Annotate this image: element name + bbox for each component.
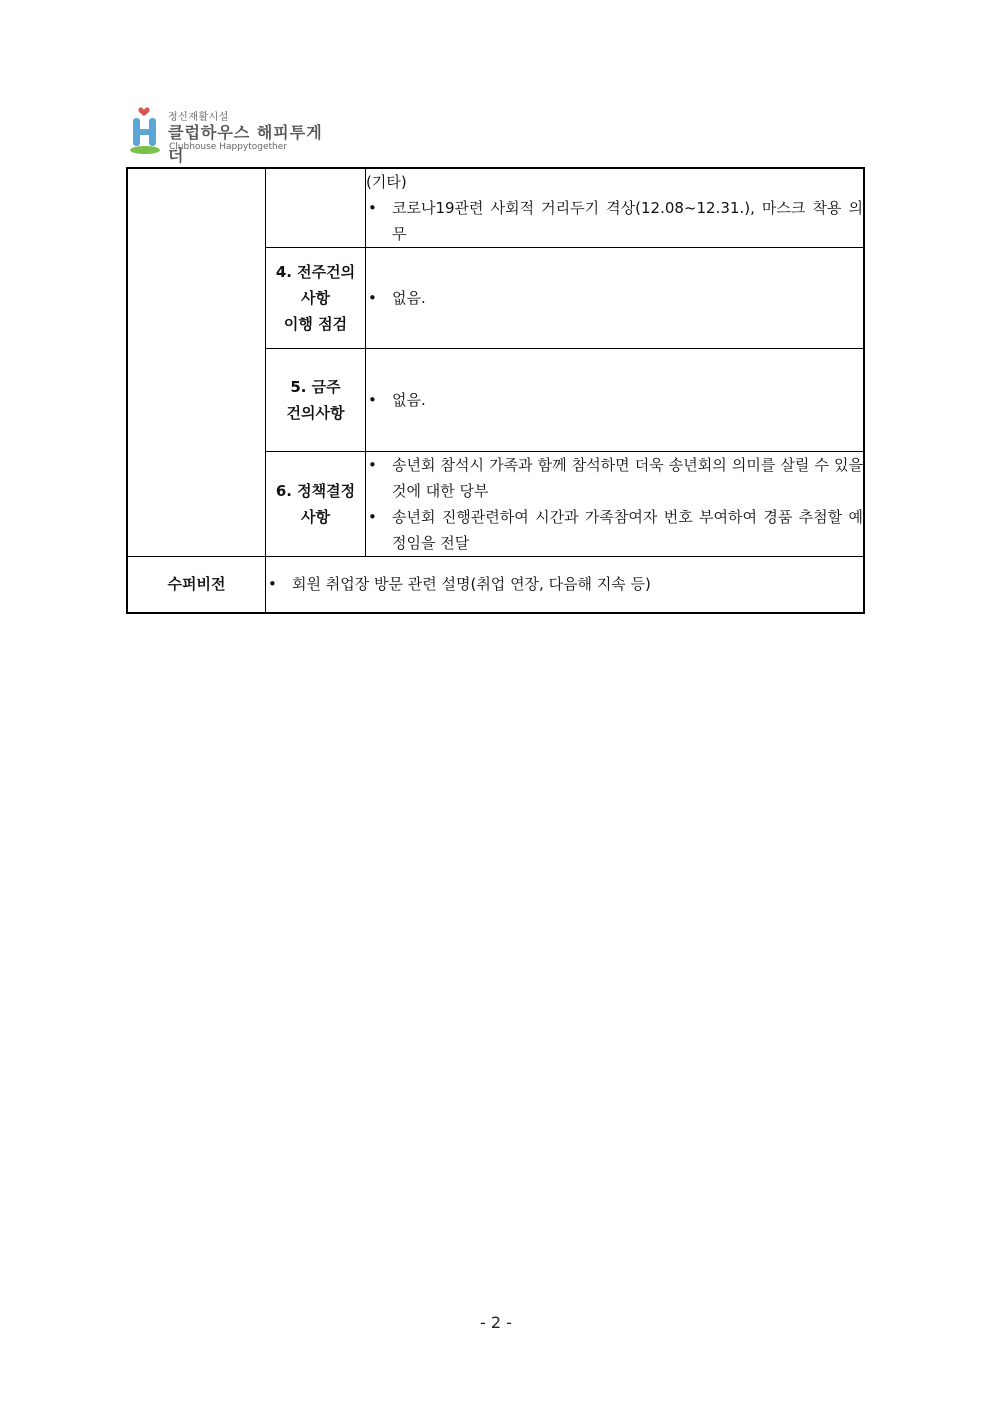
content-cell xyxy=(366,452,865,557)
item-header-this-week-suggestions xyxy=(266,349,366,452)
header-line: 이행 점검 xyxy=(283,315,348,333)
item-header-previous-suggestions xyxy=(266,248,366,349)
item-header-policy-decisions xyxy=(266,452,366,557)
header-line: 5. 금주 xyxy=(290,378,341,396)
header-line: 4. 전주건의 xyxy=(275,263,356,281)
content-cell-etc xyxy=(366,168,865,248)
bullet-list xyxy=(366,387,863,413)
logo-english: Clubhouse Happytogether xyxy=(169,142,287,152)
heart-h-logo-icon xyxy=(128,104,164,156)
bullet-list xyxy=(266,571,863,597)
bullet-list xyxy=(366,285,863,311)
content-cell xyxy=(366,349,865,452)
item-header-empty xyxy=(266,168,366,248)
header-line: 사항 xyxy=(301,289,330,307)
list-item: • 없음. xyxy=(366,387,863,413)
list-item: • 코로나19관련 사회적 거리두기 격상(12.08~12.31.), 마스크 착용 의무 xyxy=(366,195,863,247)
list-item: • 송년회 진행관련하여 시간과 가족참여자 번호 부여하여 경품 추첨할 예정임을 전달 xyxy=(366,504,863,556)
table-row xyxy=(127,557,864,613)
list-item: • 송년회 참석시 가족과 함께 참석하면 더욱 송년회의 의미를 살릴 수 있을 것에 대한 당부 xyxy=(366,452,863,504)
header-line: 건의사항 xyxy=(286,404,345,422)
bullet-list xyxy=(366,452,863,556)
header-line: 6. 정책결정 xyxy=(275,482,356,500)
content-cell-supervision xyxy=(266,557,865,613)
list-item: • 회원 취업장 방문 관련 설명(취업 연장, 다음해 지속 등) xyxy=(266,571,863,597)
category-cell-supervision: 수퍼비전 xyxy=(127,557,266,613)
page-number: - 2 - xyxy=(480,1313,512,1332)
meeting-minutes-table xyxy=(126,167,865,614)
content-cell xyxy=(366,248,865,349)
bullet-list xyxy=(366,195,863,247)
etc-label: (기타) xyxy=(366,173,407,191)
category-cell-empty xyxy=(127,168,266,557)
logo-title: 클럽하우스 해피투게더 xyxy=(168,123,323,165)
clubhouse-logo xyxy=(128,104,328,165)
table-row xyxy=(127,168,864,248)
header-line: 사항 xyxy=(301,508,330,526)
logo-subtitle: 정신재활시설 xyxy=(168,112,229,123)
list-item: • 없음. xyxy=(366,285,863,311)
